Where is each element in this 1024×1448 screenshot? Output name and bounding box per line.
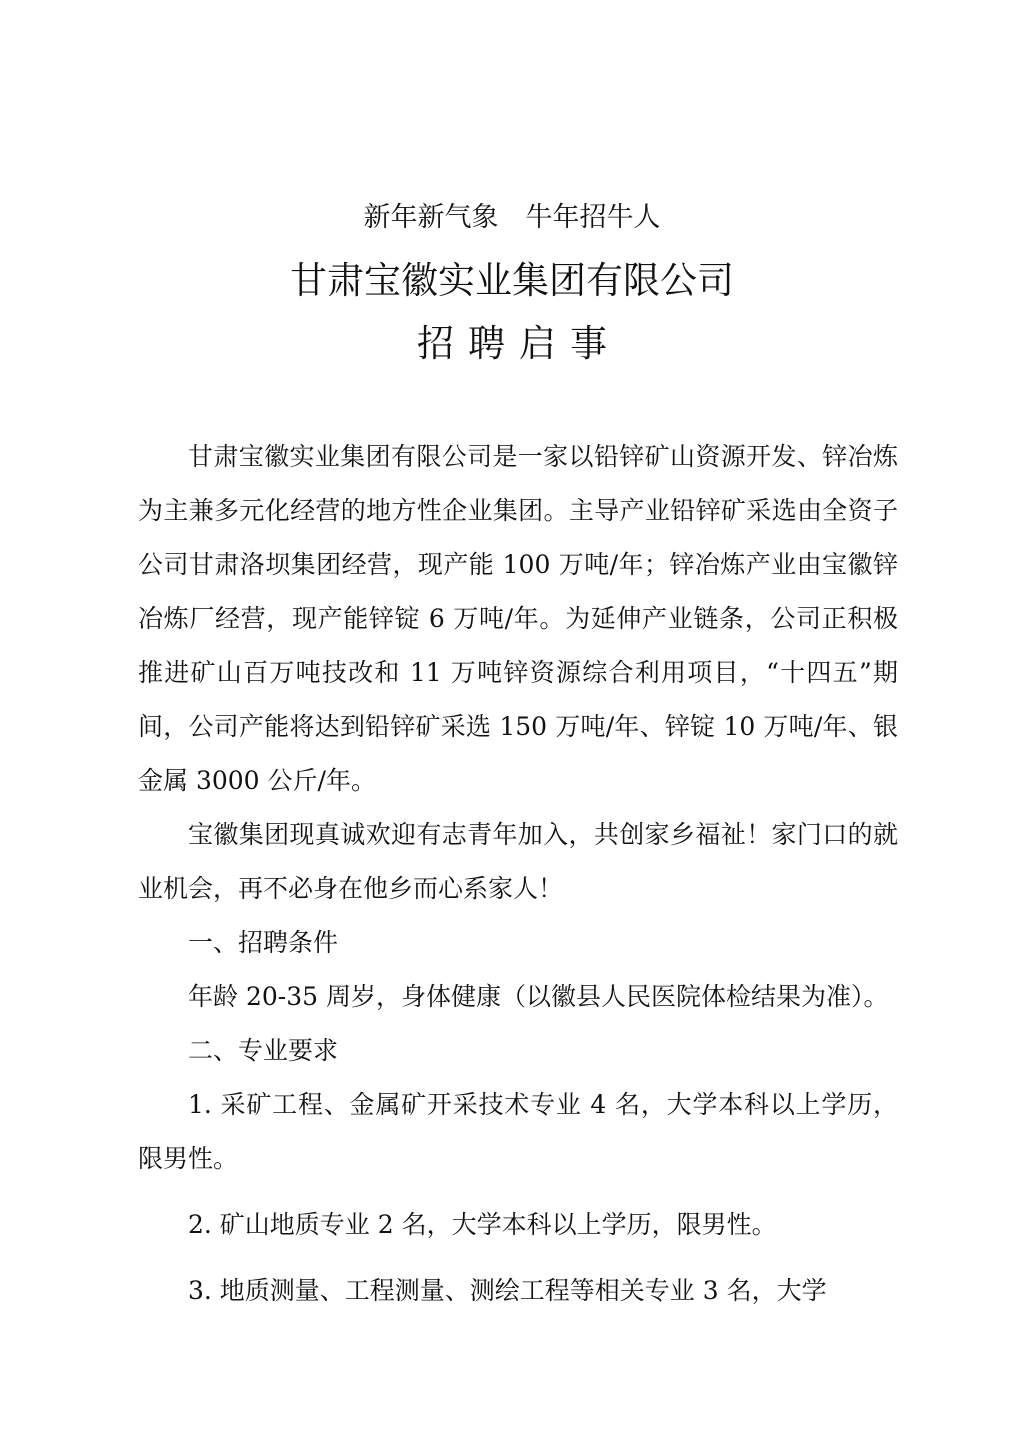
notice-title: 招聘启事 <box>417 322 621 365</box>
document-body <box>138 430 898 1318</box>
major-item-2: 2. 矿山地质专业 2 名，大学本科以上学历，限男性。 <box>188 1210 777 1239</box>
slogan-subtitle: 新年新气象 牛年招牛人 <box>363 202 661 233</box>
company-title: 甘肃宝徽实业集团有限公司 <box>290 259 734 302</box>
intro-paragraph-2: 宝徽集团现真诚欢迎有志青年加入，共创家乡福祉！家门口的就业机会，再不必身在他乡而心系家人！ <box>138 820 898 903</box>
major-item-3: 3. 地质测量、工程测量、测绘工程等相关专业 3 名，大学 <box>188 1276 827 1305</box>
intro-paragraph-1: 甘肃宝徽实业集团有限公司是一家以铅锌矿山资源开发、锌冶炼为主兼多元化经营的地方性企业集团。主导产业铅锌矿采选由全资子公司甘肃洛坝集团经营，现产能 100 万吨/年；锌冶炼产业由宝徽锌冶炼厂经营，现产能锌锭 6 万吨/年。为延伸产业链条，公司正积极推进矿山百万吨技改和 11 万吨锌资源综合利用项目，“十四五”期间，公司产能将达到铅锌矿采选 150 万吨/年、锌锭 10 万吨/年、银金属 3000 公斤/年。 <box>138 442 898 795</box>
section-heading-majors: 二、专业要求 <box>188 1036 339 1065</box>
section-heading-conditions: 一、招聘条件 <box>188 928 339 957</box>
major-item-1: 1. 采矿工程、金属矿开采技术专业 4 名，大学本科以上学历，限男性。 <box>138 1090 898 1173</box>
conditions-text: 年龄 20-35 周岁，身体健康（以徽县人民医院体检结果为准）。 <box>188 982 889 1011</box>
